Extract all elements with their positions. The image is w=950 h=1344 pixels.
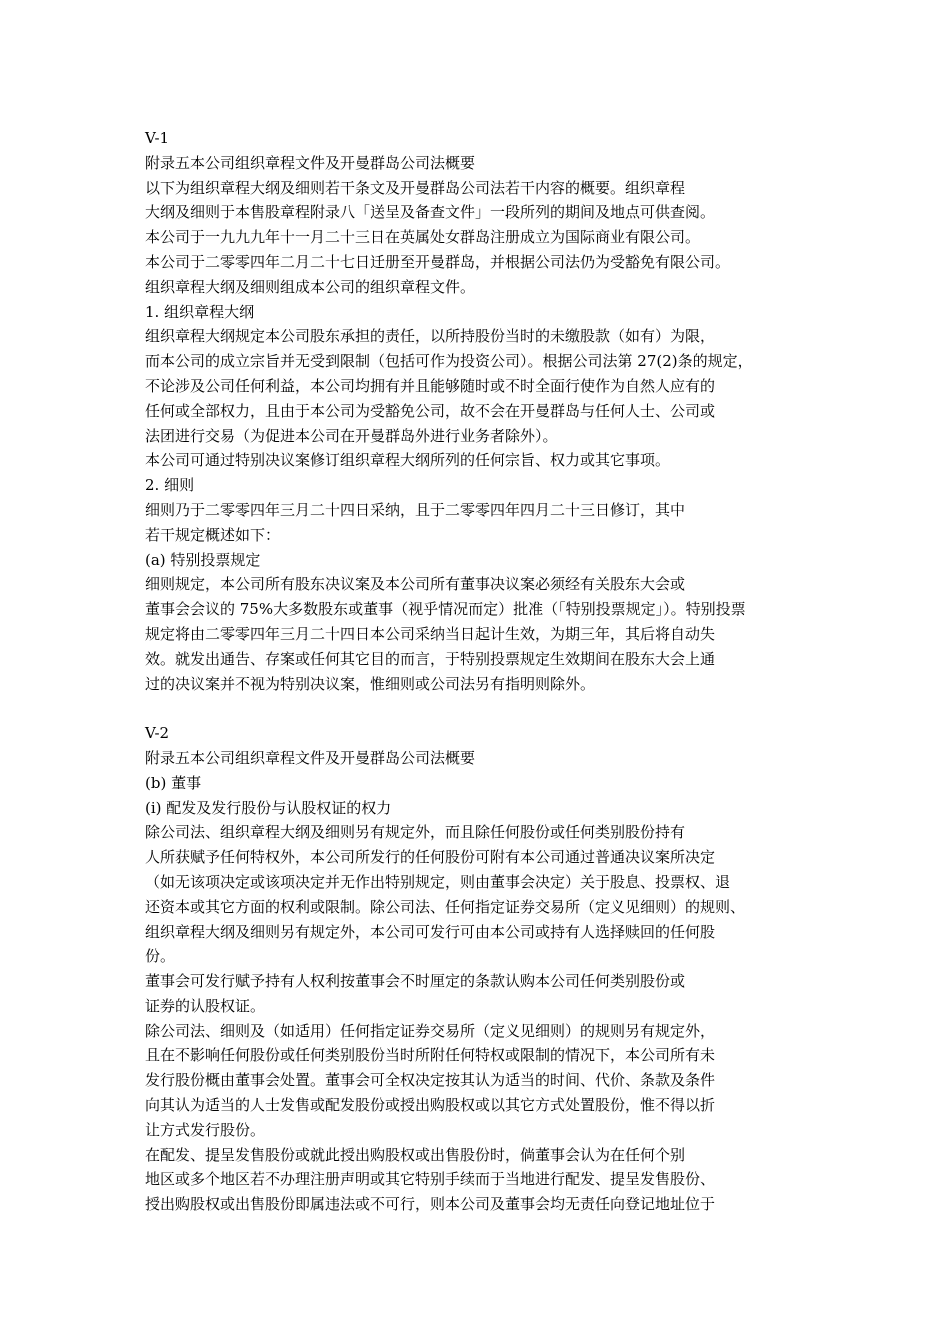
- text-line: 还资本或其它方面的权利或限制。除公司法、任何指定证券交易所（定义见细则）的规则、: [145, 897, 746, 916]
- text-line: 人所获赋予任何特权外，本公司所发行的任何股份可附有本公司通过普通决议案所决定: [145, 848, 716, 867]
- text-line: 除公司法、细则及（如适用）任何指定证券交易所（定义见细则）的规则另有规定外，: [145, 1021, 716, 1040]
- section-body: [145, 151, 835, 697]
- text-line: 2. 细则: [145, 476, 195, 495]
- text-line: 董事会可发行赋予持有人权利按董事会不时厘定的条款认购本公司任何类别股份或: [145, 972, 686, 991]
- section-gap: [145, 696, 835, 721]
- text-line: 效。就发出通告、存案或任何其它目的而言，于特别投票规定生效期间在股东大会上通: [145, 649, 716, 668]
- text-line: (i) 配发及发行股份与认股权证的权力: [145, 798, 392, 817]
- text-line: 过的决议案并不视为特别决议案，惟细则或公司法另有指明则除外。: [145, 674, 596, 693]
- text-line: （如无该项决定或该项决定并无作出特别规定，则由董事会决定）关于股息、投票权、退: [145, 872, 731, 891]
- text-line: (b) 董事: [145, 773, 202, 792]
- text-line: 发行股份概由董事会处置。董事会可全权决定按其认为适当的时间、代价、条款及条件: [145, 1071, 716, 1090]
- text-line: (a) 特别投票规定: [145, 550, 261, 569]
- text-line: 份。: [145, 947, 176, 966]
- text-line: 组织章程大纲及细则另有规定外，本公司可发行可由本公司或持有人选择赎回的任何股: [145, 922, 716, 941]
- text-line: 授出购股权或出售股份即属违法或不可行，则本公司及董事会均无责任向登记地址位于: [145, 1195, 716, 1214]
- text-line: 证券的认股权证。: [145, 996, 266, 1015]
- page-label: V-1: [145, 129, 170, 147]
- text-line: 除公司法、组织章程大纲及细则另有规定外，而且除任何股份或任何类别股份持有: [145, 823, 686, 842]
- text-line: 董事会会议的 75%大多数股东或董事（视乎情况而定）批准（「特别投票规定」）。特别投票: [145, 600, 746, 619]
- text-line: 任何或全部权力，且由于本公司为受豁免公司，故不会在开曼群岛与任何人士、公司或: [145, 401, 716, 420]
- text-line: 大纲及细则于本售股章程附录八「送呈及备查文件」一段所列的期间及地点可供查阅。: [145, 203, 716, 222]
- text-line: 在配发、提呈发售股份或就此授出购股权或出售股份时，倘董事会认为在任何个别: [145, 1145, 686, 1164]
- text-line: 本公司可通过特别决议案修订组织章程大纲所列的任何宗旨、权力或其它事项。: [145, 451, 671, 470]
- text-line: 若干规定概述如下：: [145, 525, 281, 544]
- text-line: 地区或多个地区若不办理注册声明或其它特别手续而于当地进行配发、提呈发售股份、: [145, 1170, 716, 1189]
- text-line: 本公司于二零零四年二月二十七日迁册至开曼群岛，并根据公司法仍为受豁免有限公司。: [145, 252, 731, 271]
- text-line: 组织章程大纲规定本公司股东承担的责任，以所持股份当时的未缴股款（如有）为限，: [145, 327, 716, 346]
- document-page: [145, 126, 835, 1217]
- text-line: 本公司于一九九九年十一月二十三日在英属处女群岛注册成立为国际商业有限公司。: [145, 228, 701, 247]
- text-line: 附录五本公司组织章程文件及开曼群岛公司法概要: [145, 153, 476, 172]
- text-line: 1. 组织章程大纲: [145, 302, 255, 321]
- text-line: 组织章程大纲及细则组成本公司的组织章程文件。: [145, 277, 476, 296]
- text-line: 规定将由二零零四年三月二十四日本公司采纳当日起计生效，为期三年，其后将自动失: [145, 624, 716, 643]
- text-line: 不论涉及公司任何利益，本公司均拥有并且能够随时或不时全面行使作为自然人应有的: [145, 376, 716, 395]
- text-line: 向其认为适当的人士发售或配发股份或授出购股权或以其它方式处置股份，惟不得以折: [145, 1096, 716, 1115]
- text-line: 法团进行交易（为促进本公司在开曼群岛外进行业务者除外）。: [145, 426, 558, 445]
- text-line: 细则规定，本公司所有股东决议案及本公司所有董事决议案必须经有关股东大会或: [145, 575, 686, 594]
- text-line: 细则乃于二零零四年三月二十四日采纳，且于二零零四年四月二十三日修订，其中: [145, 500, 686, 519]
- text-line: 且在不影响任何股份或任何类别股份当时所附任何特权或限制的情况下，本公司所有未: [145, 1046, 716, 1065]
- page-label: V-2: [145, 724, 170, 743]
- text-line: 让方式发行股份。: [145, 1120, 266, 1139]
- section-body: [145, 746, 835, 1217]
- text-line: 而本公司的成立宗旨并无受到限制（包括可作为投资公司）。根据公司法第 27(2)条的规定，: [145, 352, 753, 371]
- text-line: 附录五本公司组织章程文件及开曼群岛公司法概要: [145, 748, 476, 767]
- text-line: 以下为组织章程大纲及细则若干条文及开曼群岛公司法若干内容的概要。组织章程: [145, 178, 686, 197]
